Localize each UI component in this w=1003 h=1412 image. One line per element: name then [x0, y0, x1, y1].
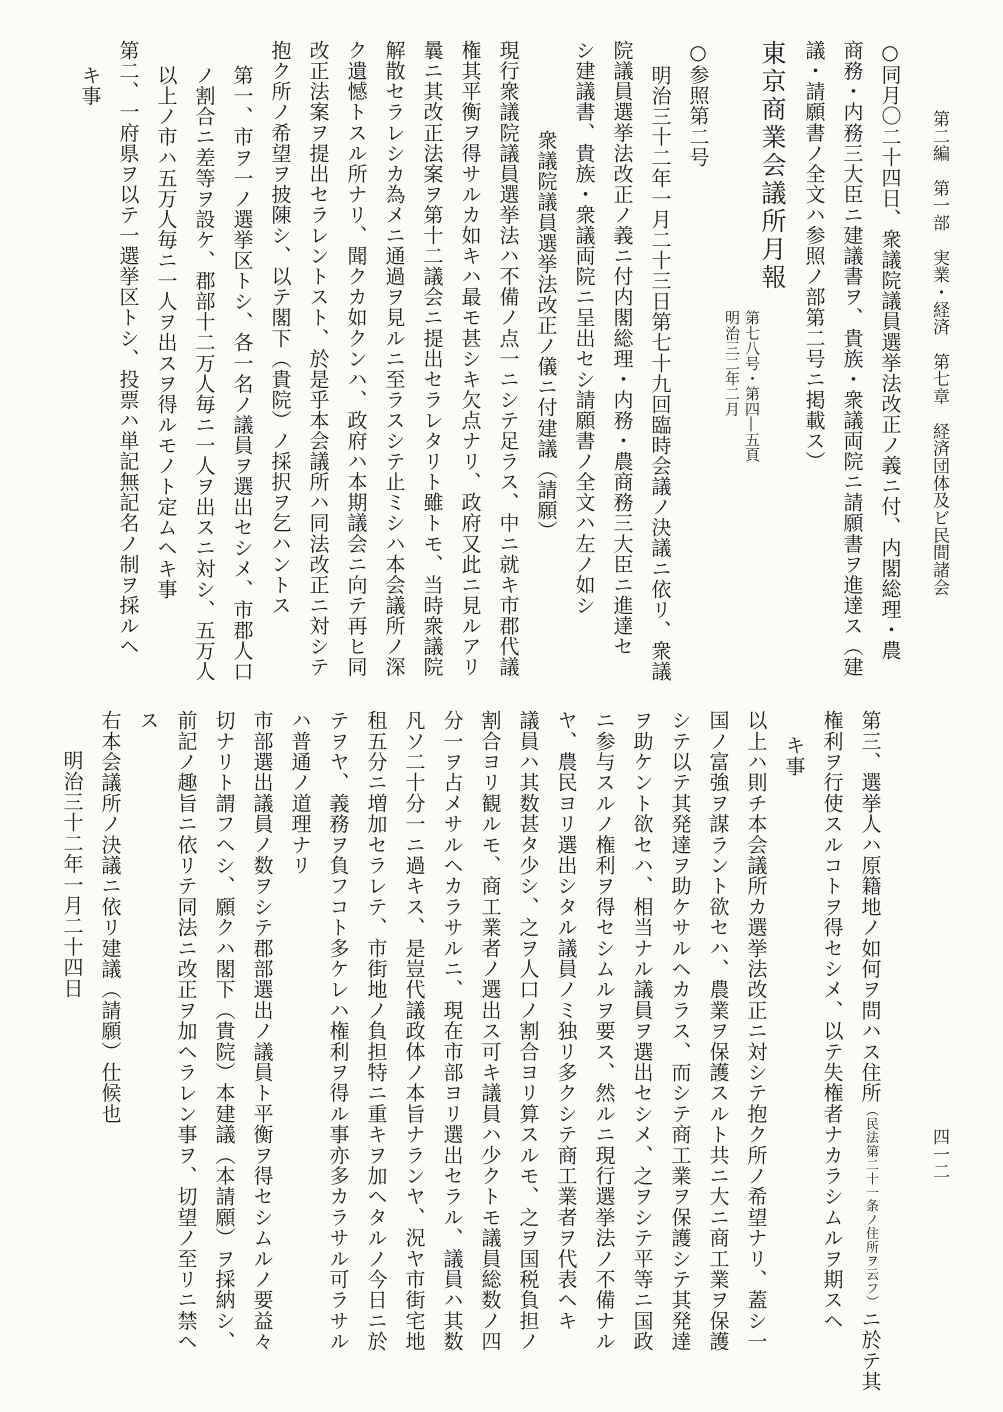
text-column: ノ割合ニ差等ヲ設ケ、郡部十二万人毎ニ一人ヲ出スニ対シ、五万人 [192, 65, 216, 682]
text-column: 曩ニ其改正法案ヲ第十二議会ニ提出セラレタリト雖トモ、当時衆議院 [420, 40, 444, 678]
text-column: 権利ヲ行使スルコトヲ得セシメ、以テ失権者ナカラシムルヲ期スヘ [820, 710, 844, 1331]
text-column: 権其平衡ヲ得サルカ如キハ最モ甚シキ欠点ナリ、政府又此ニ見ルアリ [458, 40, 482, 678]
text-column: ク遺憾トスル所ナリ、聞クカ如クンハ、政府ハ本期議会ニ向テ再ヒ同 [344, 40, 368, 678]
text-column [860, 710, 880, 1392]
text-column: 第一、市ヲ一ノ選挙区トシ、各一名ノ議員ヲ選出セシメ、市郡人口 [230, 65, 254, 682]
text-column: 抱ク所ノ希望ヲ披陳シ、以テ閣下（貴院）ノ採択ヲ乞ハントス [268, 40, 292, 616]
text-column: 商務・内務三大臣ニ建議書ヲ、貴族・衆議両院ニ請願書ヲ進達ス（建 [840, 40, 864, 678]
text-column: 改正法案ヲ提出セラレントスト、於是乎本会議所ハ同法改正ニ対シテ [306, 40, 330, 678]
text-column: ス [136, 710, 160, 731]
closing-line: 右本会議所ノ決議ニ依リ建議（請願）仕候也 [98, 710, 122, 1124]
text-column: 明治三十二年一月二十三日第七十九回臨時会議ノ決議ニ依リ、衆議 [648, 65, 672, 682]
text-column: ニ参与スルノ権利ヲ得セシムルヲ要ス、然ルニ現行選挙法ノ不備ナル [592, 710, 616, 1352]
text-column: ヤ、農民ヨリ選出シタル議員ノミ独リ多クシテ商工業者ヲ代表ヘキ [554, 710, 578, 1331]
date-line: 明治三十二年一月二十四日 [60, 750, 84, 999]
text-column: 租五分ニ増加セラレテ、市街地ノ負担特ニ重キヲ加ヘタルノ今日ニ於 [364, 710, 388, 1352]
text-column: 凡ソ二十分一ニ過キス、是豈代議政体ノ本旨ナランヤ、況ヤ市街宅地 [402, 710, 426, 1352]
text-column: 以上ハ則チ本会議所カ選挙法改正ニ対シテ抱ク所ノ希望ナリ、蓋シ一 [744, 710, 768, 1352]
text-column: 院議員選挙法改正ノ義ニ付内閣総理・内務・農商務三大臣ニ進達セ [610, 40, 634, 657]
text-column: 現行衆議院議員選挙法ハ不備ノ点一ニシテ足ラス、中ニ就キ市郡代議 [496, 40, 520, 678]
reference-heading: ○参照第二号 [686, 40, 710, 168]
text-column: 分一ヲ占メサルヘカラサルニ、現在市部ヨリ選出セラル、議員ハ其数 [440, 710, 464, 1352]
inline-note: ノ住所ヲ云フ） [863, 1212, 878, 1309]
text-column: 第二、一府県ヲ以テ一選挙区トシ、投票ハ単記無記名ノ制ヲ採ルヘ [116, 40, 140, 657]
masthead-title: 東京商業会議所月報 [758, 40, 787, 292]
text-column: シ建議書、貴族・衆議両院ニ呈出セシ請願書ノ全文ハ左ノ如シ [572, 40, 596, 616]
masthead-issue: 第七八号・第四―五頁 [743, 310, 761, 462]
inline-note: （民法第二十一条 [863, 1103, 878, 1213]
text-column: 割合ヨリ観ルモ、商工業者ノ選出ス可キ議員ハ少クトモ議員総数ノ四 [478, 710, 502, 1352]
text-column: キ事 [782, 735, 806, 777]
text-column: テヲヤ、義務ヲ負フコト多ケレハ権利ヲ得ル事亦多カラサル可ラサル [326, 710, 350, 1352]
text-column: 切ナリト謂フヘシ、願クハ閣下（貴院）本建議（本請願）ヲ採納シ、 [212, 710, 236, 1352]
page-number: 四一二 [929, 1128, 949, 1181]
text-column: 議・請願書ノ全文ハ参照ノ部第二号ニ掲載ス） [802, 40, 826, 472]
text-column: 前記ノ趣旨ニ依リテ同法ニ改正ヲ加ヘラレン事ヲ、切望ノ至リニ禁ヘ [174, 710, 198, 1352]
text-fragment: ニ於テ其 [858, 1308, 882, 1392]
running-head: 第二編 第一部 実業・経済 第七章 経済団体及ビ民間諸会 [929, 110, 949, 596]
text-column: 議員ハ其数甚タ少シ、之ヲ人口ノ割合ヨリ算スルモ、之ヲ国税負担ノ [516, 710, 540, 1352]
text-column: ハ普通ノ道理ナリ [288, 710, 312, 876]
text-column: キ事 [78, 65, 102, 107]
text-column: 国ノ富強ヲ謀ラント欲セハ、農業ヲ保護スルト共ニ大ニ商工業ヲ保護 [706, 710, 730, 1352]
text-column: 以上ノ市ハ五万人毎ニ一人ヲ出スヲ得ルモノト定ムヘキ事 [154, 65, 178, 600]
petition-title: 衆議院議員選挙法改正ノ儀ニ付建議（請願） [534, 130, 558, 541]
text-fragment: 第三、選挙人ハ原籍地ノ如何ヲ問ハス住所 [858, 710, 882, 1104]
masthead-date: 明治三二年二月 [723, 310, 741, 417]
text-column: 市部選出議員ノ数ヲシテ郡部選出ノ議員ト平衡ヲ得セシムルノ要益々 [250, 710, 274, 1352]
text-column: ヲ助ケント欲セハ、相当ナル議員ヲ選出セシメ、之ヲシテ平等ニ国政 [630, 710, 654, 1352]
text-column: ○同月〇二十四日、衆議院議員選挙法改正ノ義ニ付、内閣総理・農 [878, 40, 902, 661]
text-column: シテ以テ其発達ヲ助ケサルヘカラス、而シテ商工業ヲ保護シテ其発達 [668, 710, 692, 1352]
masthead-column [760, 40, 785, 292]
text-column: 解散セラレシカ為メニ通過ヲ見ルニ至ラスシテ止ミシハ本会議所ノ深 [382, 40, 406, 678]
